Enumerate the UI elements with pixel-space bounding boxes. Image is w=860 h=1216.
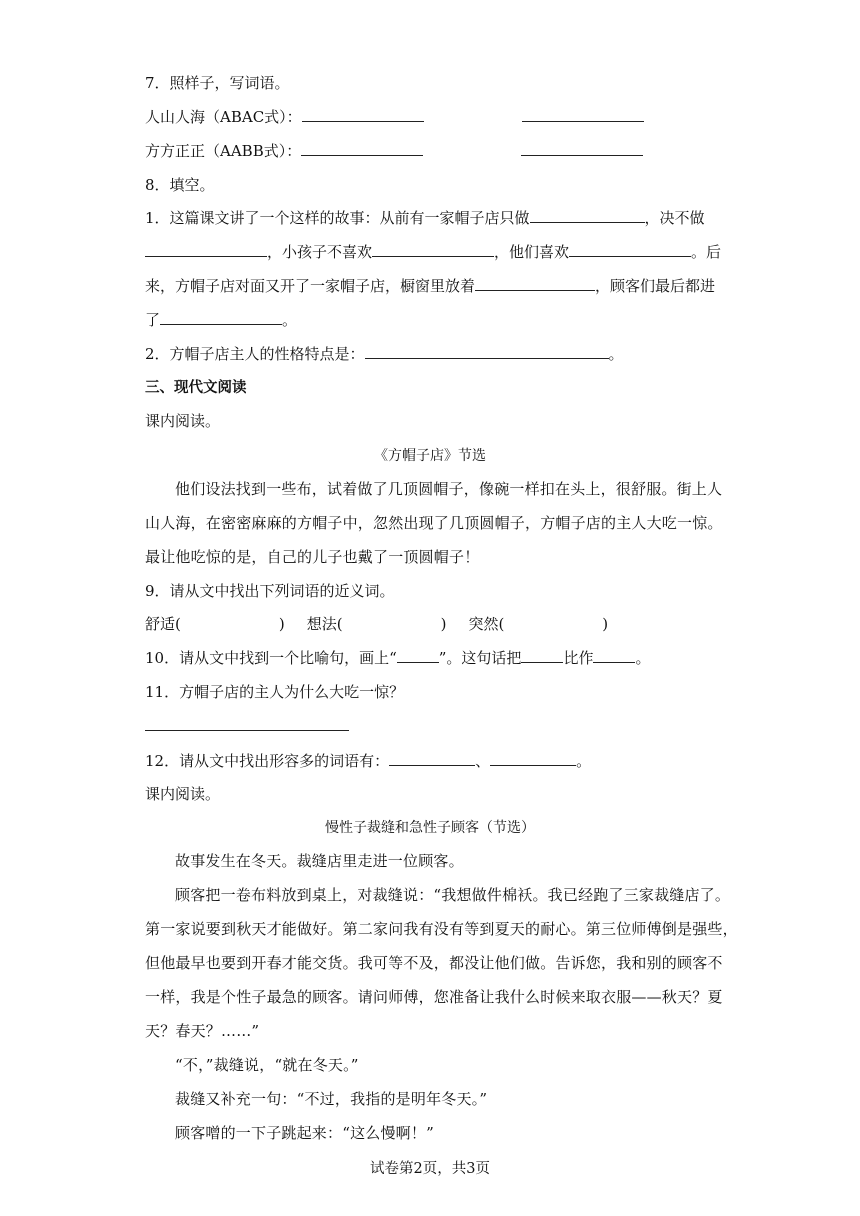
q12-text: 12．请从文中找出形容多的词语有： bbox=[145, 752, 390, 770]
q9-title: 9．请从文中找出下列词语的近义词。 bbox=[145, 582, 395, 600]
q8-line2 bbox=[145, 242, 721, 262]
passage2-line: “不，”裁缝说，“就在冬天。” bbox=[175, 1056, 359, 1074]
q8-line3 bbox=[145, 276, 715, 296]
passage2-line: 裁缝又补充一句：“不过，我指的是明年冬天。” bbox=[175, 1090, 488, 1108]
q8-blank-1[interactable] bbox=[530, 208, 645, 223]
q9-word: 舒适( bbox=[145, 615, 181, 633]
q7-blank-1[interactable] bbox=[302, 107, 424, 122]
q10-blank-3[interactable] bbox=[593, 648, 635, 663]
passage2-line: 天？春天？……” bbox=[145, 1022, 260, 1040]
q8-text: 来，方帽子店对面又开了一家帽子店，橱窗里放着 bbox=[145, 277, 476, 295]
q8-blank-7[interactable] bbox=[365, 344, 609, 359]
q8-title: 8．填空。 bbox=[145, 176, 215, 194]
q7-blank-2[interactable] bbox=[522, 107, 644, 122]
q8-text: ，顾客们最后都进 bbox=[595, 277, 716, 295]
q7-blank-4[interactable] bbox=[521, 141, 643, 156]
passage1-title: 《方帽子店》节选 bbox=[374, 448, 486, 464]
q10-text: 比作 bbox=[563, 649, 594, 667]
q9-words bbox=[145, 614, 608, 634]
q9-word: ) bbox=[440, 615, 447, 633]
q12-text: 、 bbox=[475, 752, 491, 770]
q10-text: 10．请从文中找到一个比喻句，画上“ bbox=[145, 649, 397, 667]
q8-text: 。后 bbox=[691, 243, 722, 261]
q8-blank-5[interactable] bbox=[475, 276, 595, 291]
q8-text: 2．方帽子店主人的性格特点是： bbox=[145, 345, 365, 363]
q12-text: 。 bbox=[576, 752, 592, 770]
passage2-line: 第一家说要到秋天才能做好。第二家问我有没有等到夏天的耐心。第三位师傅倒是强些， bbox=[145, 920, 738, 938]
q8-line1 bbox=[145, 208, 705, 228]
q8-text: 了 bbox=[145, 311, 161, 329]
q10-blank-1[interactable] bbox=[397, 648, 439, 663]
q10-blank-2[interactable] bbox=[521, 648, 563, 663]
q10-text: 。 bbox=[635, 649, 651, 667]
q9-word: 突然( bbox=[468, 615, 505, 633]
q8-text: ，决不做 bbox=[644, 209, 705, 227]
q7-row1-label: 人山人海（ABAC式）： bbox=[145, 108, 302, 126]
q9-word: ) bbox=[278, 615, 285, 633]
passage1-line: 他们设法找到一些布，试着做了几顶圆帽子，像碗一样扣在头上，很舒服。街上人 bbox=[175, 480, 723, 498]
q7-row2 bbox=[145, 141, 643, 161]
section-intro: 课内阅读。 bbox=[145, 412, 221, 430]
passage1-line: 山人海，在密密麻麻的方帽子中，忽然出现了几顶圆帽子，方帽子店的主人大吃一惊。 bbox=[145, 514, 723, 532]
passage2-line: 一样，我是个性子最急的顾客。请问师傅，您准备让我什么时候来取衣服——秋天？夏 bbox=[145, 988, 723, 1006]
passage2-line: 但他最早也要到开春才能交货。我可等不及，都没让他们做。告诉您，我和别的顾客不 bbox=[145, 954, 723, 972]
q8-text: 1．这篇课文讲了一个这样的故事：从前有一家帽子店只做 bbox=[145, 209, 530, 227]
q9-word: 想法( bbox=[306, 615, 343, 633]
q11-title: 11．方帽子店的主人为什么大吃一惊？ bbox=[145, 683, 405, 701]
passage2-line: 顾客噌的一下子跳起来：“这么慢啊！” bbox=[175, 1124, 434, 1142]
q8-text: 。 bbox=[608, 345, 624, 363]
q8-line5 bbox=[145, 344, 624, 364]
passage2-line: 顾客把一卷布料放到桌上，对裁缝说：“我想做件棉袄。我已经跑了三家裁缝店了。 bbox=[175, 886, 731, 904]
q8-text: ，小孩子不喜欢 bbox=[267, 243, 373, 261]
q8-blank-6[interactable] bbox=[160, 310, 282, 325]
q11-answer-line[interactable] bbox=[145, 716, 349, 736]
q7-blank-3[interactable] bbox=[301, 141, 423, 156]
q12 bbox=[145, 751, 591, 771]
q10-text: ”。这句话把 bbox=[438, 649, 522, 667]
page-footer: 试卷第2页，共3页 bbox=[370, 1161, 490, 1177]
passage2-title: 慢性子裁缝和急性子顾客（节选） bbox=[325, 820, 535, 836]
q8-line4 bbox=[145, 310, 297, 330]
q9-word: ) bbox=[602, 615, 609, 633]
section-heading: 三、现代文阅读 bbox=[145, 380, 247, 396]
q7-row2-label: 方方正正（AABB式）： bbox=[145, 142, 302, 160]
section-intro: 课内阅读。 bbox=[145, 785, 221, 803]
q12-blank-1[interactable] bbox=[389, 751, 475, 766]
q7-title: 7．照样子，写词语。 bbox=[145, 74, 290, 92]
q7-row1 bbox=[145, 107, 644, 127]
q8-blank-2[interactable] bbox=[145, 242, 267, 257]
q8-text: 。 bbox=[282, 311, 298, 329]
q10 bbox=[145, 648, 650, 668]
q8-text: ，他们喜欢 bbox=[494, 243, 570, 261]
passage1-line: 最让他吃惊的是，自己的儿子也戴了一顶圆帽子！ bbox=[145, 548, 480, 566]
q8-blank-4[interactable] bbox=[569, 242, 691, 257]
passage2-line: 故事发生在冬天。裁缝店里走进一位顾客。 bbox=[175, 852, 464, 870]
q12-blank-2[interactable] bbox=[490, 751, 576, 766]
q8-blank-3[interactable] bbox=[372, 242, 494, 257]
